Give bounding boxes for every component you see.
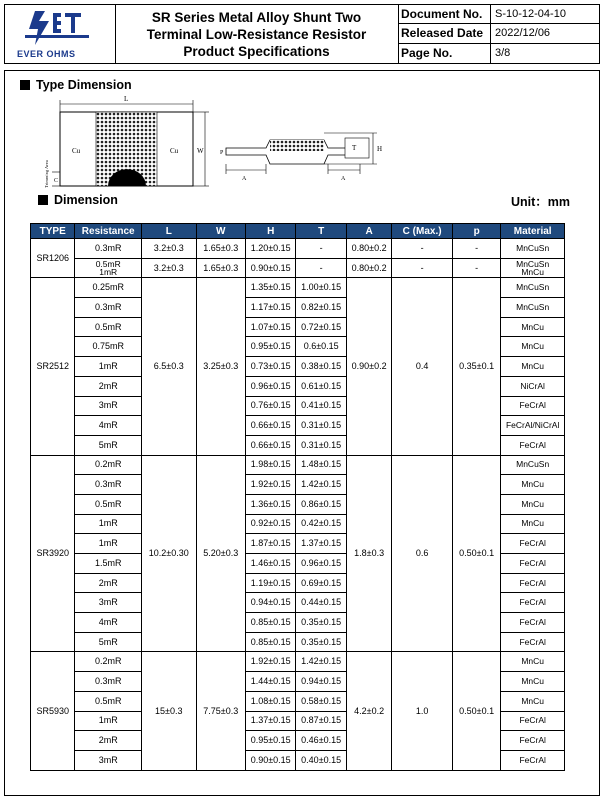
H-cell: 1.19±0.15 (245, 573, 295, 593)
p-cell: 0.50±0.1 (452, 455, 500, 652)
A-cell: 0.90±0.2 (346, 278, 391, 455)
H-cell: 0.85±0.15 (245, 613, 295, 633)
T-cell: 0.69±0.15 (296, 573, 346, 593)
T-cell: 0.94±0.15 (296, 672, 346, 692)
p-cell: 0.50±0.1 (452, 652, 500, 770)
T-cell: 0.35±0.15 (296, 613, 346, 633)
resistance-cell: 3mR (75, 396, 142, 416)
H-cell: 1.35±0.15 (245, 278, 295, 298)
column-header: Resistance (75, 224, 142, 239)
T-cell: 0.38±0.15 (296, 357, 346, 377)
C-cell: - (392, 239, 453, 259)
label-cu-left: Cu (72, 147, 81, 155)
bullet-square-icon (38, 195, 48, 205)
material-cell: MnCu (501, 494, 565, 514)
H-cell: 0.73±0.15 (245, 357, 295, 377)
type-cell: SR1206 (31, 239, 75, 278)
resistance-cell: 0.5mR (75, 317, 142, 337)
dimension-table (30, 223, 565, 771)
column-header: TYPE (31, 224, 75, 239)
title-line-3: Product Specifications (183, 43, 330, 59)
doc-number-value: S-10-12-04-10 (495, 8, 566, 20)
T-cell: 0.82±0.15 (296, 298, 346, 318)
material-cell: MnCu (501, 357, 565, 377)
material-cell: FeCrAl (501, 593, 565, 613)
table-row (31, 258, 565, 278)
label-C: C (54, 178, 59, 184)
C-cell: 0.4 (392, 278, 453, 455)
page-number-label: Page No. (398, 44, 491, 63)
H-cell: 1.44±0.15 (245, 672, 295, 692)
material-cell: FeCrAl (501, 435, 565, 455)
material-cell: FeCrAl (501, 731, 565, 751)
H-cell: 0.95±0.15 (245, 337, 295, 357)
released-date-label: Released Date (398, 24, 491, 42)
material-cell: MnCuSn MnCu (501, 258, 565, 278)
resistance-cell: 0.2mR (75, 455, 142, 475)
H-cell: 1.07±0.15 (245, 317, 295, 337)
material-cell: FeCrAl (501, 573, 565, 593)
C-cell: - (392, 258, 453, 278)
L-cell: 3.2±0.3 (142, 239, 197, 259)
label-A-right: A (341, 176, 346, 182)
material-cell: MnCuSn (501, 278, 565, 298)
T-cell: 0.41±0.15 (296, 396, 346, 416)
resistance-cell: 0.25mR (75, 278, 142, 298)
L-cell: 15±0.3 (142, 652, 197, 770)
resistance-cell: 1mR (75, 534, 142, 554)
H-cell: 1.98±0.15 (245, 455, 295, 475)
resistance-cell: 0.75mR (75, 337, 142, 357)
T-cell: - (296, 239, 346, 259)
T-cell: 0.6±0.15 (296, 337, 346, 357)
label-trimming-area: Trimming Area (44, 160, 49, 188)
C-cell: 0.6 (392, 455, 453, 652)
material-cell: NiCrAl (501, 376, 565, 396)
L-cell: 6.5±0.3 (142, 278, 197, 455)
resistance-cell: 0.3mR (75, 239, 142, 259)
L-cell: 3.2±0.3 (142, 258, 197, 278)
column-header: H (245, 224, 295, 239)
H-cell: 1.08±0.15 (245, 691, 295, 711)
material-cell: FeCrAl (501, 711, 565, 731)
resistance-cell: 2mR (75, 376, 142, 396)
type-cell: SR5930 (31, 652, 75, 770)
resistance-cell: 2mR (75, 573, 142, 593)
T-cell: 0.35±0.15 (296, 632, 346, 652)
H-cell: 0.90±0.15 (245, 750, 295, 770)
A-cell: 0.80±0.2 (346, 258, 391, 278)
T-cell: 1.42±0.15 (296, 475, 346, 495)
H-cell: 1.92±0.15 (245, 475, 295, 495)
table-body (31, 239, 565, 771)
T-cell: 0.61±0.15 (296, 376, 346, 396)
A-cell: 0.80±0.2 (346, 239, 391, 259)
resistance-cell: 1mR (75, 711, 142, 731)
A-cell: 4.2±0.2 (346, 652, 391, 770)
H-cell: 0.95±0.15 (245, 731, 295, 751)
column-header: Material (501, 224, 565, 239)
table-row (31, 652, 565, 672)
material-cell: FeCrAl (501, 613, 565, 633)
resistance-cell: 2mR (75, 731, 142, 751)
column-header: C (Max.) (392, 224, 453, 239)
label-P: P (220, 150, 224, 156)
W-cell: 5.20±0.3 (196, 455, 245, 652)
T-cell: 0.46±0.15 (296, 731, 346, 751)
H-cell: 1.46±0.15 (245, 554, 295, 574)
H-cell: 1.87±0.15 (245, 534, 295, 554)
p-cell: - (452, 258, 500, 278)
type-dimension-drawing (0, 0, 604, 200)
resistance-cell: 1mR (75, 514, 142, 534)
resistance-cell: 0.5mR (75, 494, 142, 514)
H-cell: 0.66±0.15 (245, 435, 295, 455)
table-header-row (31, 224, 565, 239)
resistance-cell: 1mR (75, 357, 142, 377)
resistance-cell: 1.5mR (75, 554, 142, 574)
resistance-cell: 5mR (75, 632, 142, 652)
resistance-cell: 0.3mR (75, 298, 142, 318)
T-cell: 0.87±0.15 (296, 711, 346, 731)
T-cell: 1.00±0.15 (296, 278, 346, 298)
H-cell: 0.92±0.15 (245, 514, 295, 534)
H-cell: 0.66±0.15 (245, 416, 295, 436)
material-cell: MnCuSn (501, 239, 565, 259)
unit-label: Unit：mm (510, 195, 570, 209)
W-cell: 1.65±0.3 (196, 239, 245, 259)
material-cell: MnCu (501, 652, 565, 672)
H-cell: 1.36±0.15 (245, 494, 295, 514)
H-cell: 1.92±0.15 (245, 652, 295, 672)
column-header: p (452, 224, 500, 239)
T-cell: 0.31±0.15 (296, 416, 346, 436)
label-H: H (377, 145, 383, 153)
resistance-cell: 5mR (75, 435, 142, 455)
material-cell: MnCu (501, 337, 565, 357)
p-cell: 0.35±0.1 (452, 278, 500, 455)
table-row (31, 278, 565, 298)
T-cell: 0.31±0.15 (296, 435, 346, 455)
material-cell: FeCrAl (501, 750, 565, 770)
H-cell: 1.17±0.15 (245, 298, 295, 318)
W-cell: 3.25±0.3 (196, 278, 245, 455)
T-cell: - (296, 258, 346, 278)
title-line-1: SR Series Metal Alloy Shunt Two (151, 9, 362, 25)
resistance-cell: 3mR (75, 593, 142, 613)
p-cell: - (452, 239, 500, 259)
resistance-cell: 0.3mR (75, 672, 142, 692)
W-cell: 1.65±0.3 (196, 258, 245, 278)
W-cell: 7.75±0.3 (196, 652, 245, 770)
page-number-value: 3/8 (495, 46, 511, 59)
H-cell: 1.20±0.15 (245, 239, 295, 259)
label-T: T (352, 144, 357, 152)
label-L: L (124, 95, 129, 103)
type-cell: SR2512 (31, 278, 75, 455)
resistance-cell: 3mR (75, 750, 142, 770)
dimension-heading (38, 193, 118, 207)
T-cell: 0.72±0.15 (296, 317, 346, 337)
label-A-left: A (242, 176, 247, 182)
material-cell: FeCrAl (501, 396, 565, 416)
T-cell: 0.40±0.15 (296, 750, 346, 770)
L-cell: 10.2±0.30 (142, 455, 197, 652)
T-cell: 1.42±0.15 (296, 652, 346, 672)
material-cell: MnCu (501, 475, 565, 495)
resistance-cell: 0.2mR (75, 652, 142, 672)
T-cell: 0.96±0.15 (296, 554, 346, 574)
material-cell: FeCrAl (501, 632, 565, 652)
resistance-cell: 0.5mR 1mR (75, 258, 142, 278)
doc-number-label: Document No. (398, 5, 491, 23)
material-cell: FeCrAl/NiCrAl (501, 416, 565, 436)
material-cell: FeCrAl (501, 534, 565, 554)
resistance-cell: 0.3mR (75, 475, 142, 495)
column-header: T (296, 224, 346, 239)
material-cell: MnCuSn (501, 298, 565, 318)
column-header: L (142, 224, 197, 239)
label-W: W (197, 147, 204, 155)
material-cell: MnCu (501, 317, 565, 337)
H-cell: 0.85±0.15 (245, 632, 295, 652)
material-cell: FeCrAl (501, 554, 565, 574)
T-cell: 0.86±0.15 (296, 494, 346, 514)
H-cell: 0.94±0.15 (245, 593, 295, 613)
table-row (31, 455, 565, 475)
H-cell: 0.76±0.15 (245, 396, 295, 416)
H-cell: 0.96±0.15 (245, 376, 295, 396)
label-cu-right: Cu (170, 147, 179, 155)
C-cell: 1.0 (392, 652, 453, 770)
material-cell: MnCuSn (501, 455, 565, 475)
type-cell: SR3920 (31, 455, 75, 652)
material-cell: MnCu (501, 691, 565, 711)
A-cell: 1.8±0.3 (346, 455, 391, 652)
T-cell: 0.42±0.15 (296, 514, 346, 534)
title-line-2: Terminal Low-Resistance Resistor (146, 26, 367, 42)
resistance-cell: 4mR (75, 416, 142, 436)
logo-text: EVER OHMS (17, 49, 76, 59)
table-row (31, 239, 565, 259)
released-date-value: 2022/12/06 (495, 27, 551, 40)
H-cell: 0.90±0.15 (245, 258, 295, 278)
column-header: A (346, 224, 391, 239)
T-cell: 0.44±0.15 (296, 593, 346, 613)
T-cell: 1.48±0.15 (296, 455, 346, 475)
resistance-cell: 4mR (75, 613, 142, 633)
type-dimension-heading-text: Type Dimension (36, 78, 132, 92)
T-cell: 1.37±0.15 (296, 534, 346, 554)
H-cell: 1.37±0.15 (245, 711, 295, 731)
column-header: W (196, 224, 245, 239)
material-cell: MnCu (501, 514, 565, 534)
material-cell: MnCu (501, 672, 565, 692)
dimension-heading-text: Dimension (54, 193, 118, 207)
resistance-cell: 0.5mR (75, 691, 142, 711)
T-cell: 0.58±0.15 (296, 691, 346, 711)
